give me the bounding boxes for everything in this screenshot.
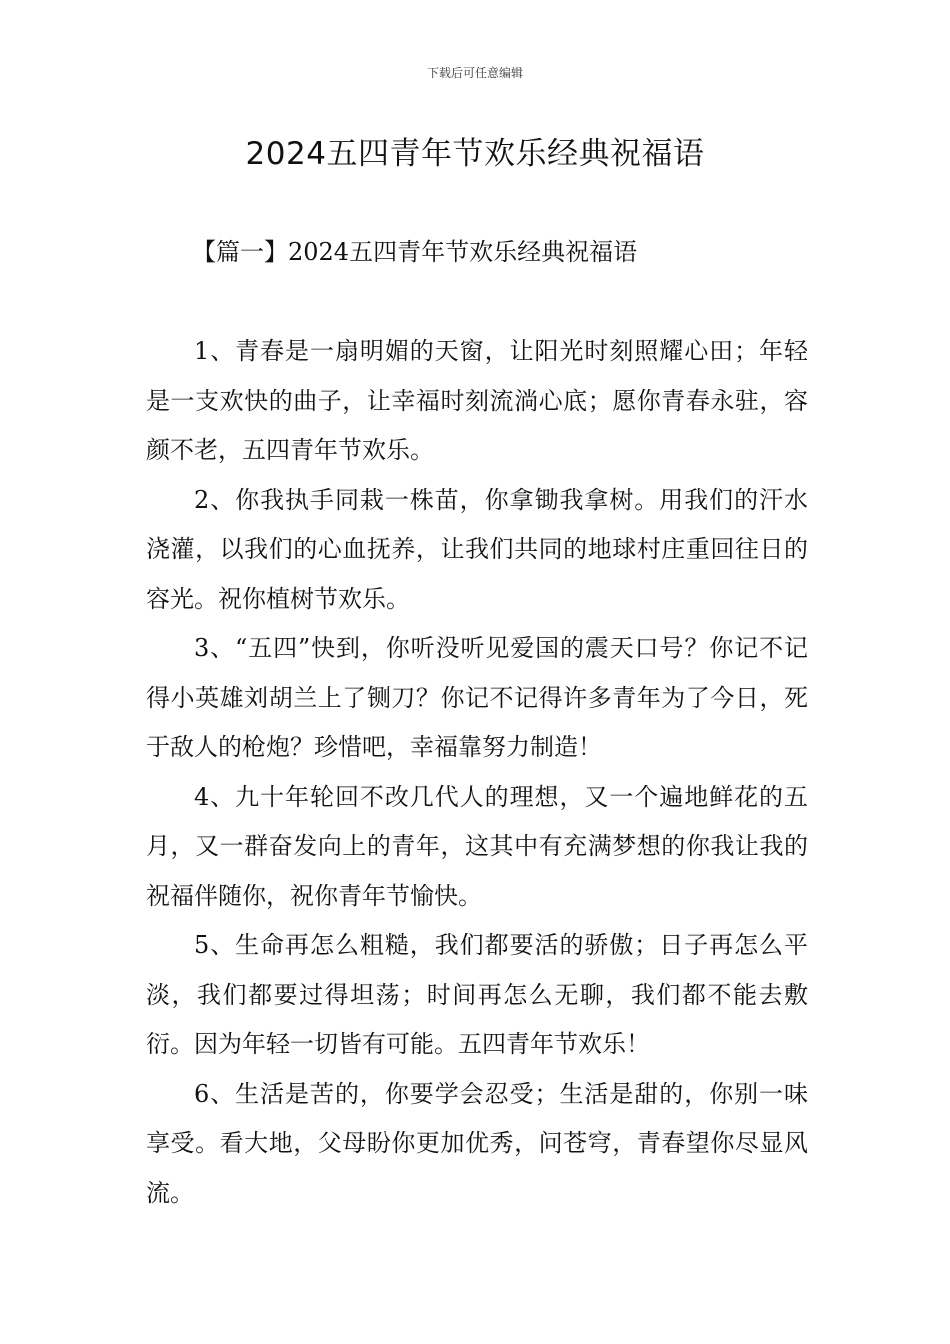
paragraph-6: 6、生活是苦的，你要学会忍受；生活是甜的，你别一味享受。看大地，父母盼你更加优秀，问苍穹，青春望你尽显风流。 [146, 1079, 808, 1207]
header-note: 下载后可任意编辑 [426, 66, 523, 80]
paragraph-5: 5、生命再怎么粗糙，我们都要活的骄傲；日子再怎么平淡，我们都要过得坦荡；时间再怎么无聊，我们都不能去敷衍。因为年轻一切皆有可能。五四青年节欢乐！ [146, 931, 808, 1058]
paragraph-3: 3、“五四”快到，你听没听见爱国的震天口号？你记不记得小英雄刘胡兰上了铡刀？你记不记得许多青年为了今日，死于敌人的枪炮？珍惜吧，幸福靠努力制造！ [146, 634, 808, 761]
section-heading: 【篇一】2024五四青年节欢乐经典祝福语 [192, 238, 638, 266]
body-text [146, 327, 808, 1218]
paragraph-1: 1、青春是一扇明媚的天窗，让阳光时刻照耀心田；年轻是一支欢快的曲子，让幸福时刻流淌心底；愿你青春永驻，容颜不老，五四青年节欢乐。 [146, 337, 808, 464]
document-title: 2024五四青年节欢乐经典祝福语 [245, 136, 705, 172]
paragraph-2: 2、你我执手同栽一株苗，你拿锄我拿树。用我们的汗水浇灌，以我们的心血抚养，让我们共同的地球村庄重回往日的容光。祝你植树节欢乐。 [146, 485, 808, 613]
paragraph-4: 4、九十年轮回不改几代人的理想，又一个遍地鲜花的五月，又一群奋发向上的青年，这其中有充满梦想的你我让我的祝福伴随你，祝你青年节愉快。 [146, 782, 808, 910]
